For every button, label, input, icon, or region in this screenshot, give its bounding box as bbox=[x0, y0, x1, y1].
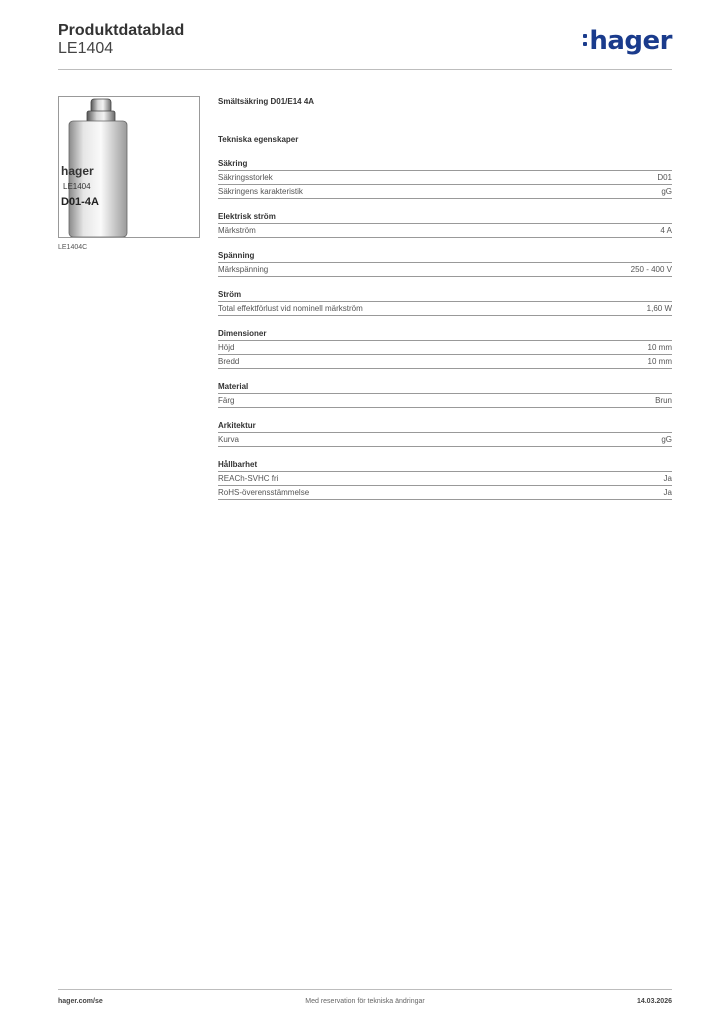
spec-label: Säkringsstorlek bbox=[218, 173, 273, 182]
fuse-illustration-icon bbox=[59, 97, 199, 237]
fuse-print-rating: D01-4A bbox=[61, 196, 99, 208]
product-image bbox=[58, 96, 200, 238]
group-hallbarhet bbox=[218, 459, 672, 500]
spec-label: Total effektförlust vid nominell märkström bbox=[218, 304, 363, 313]
page-header bbox=[58, 20, 672, 70]
document-title: Produktdatablad bbox=[58, 22, 185, 39]
spec-value: D01 bbox=[657, 173, 672, 182]
spec-row bbox=[218, 433, 672, 447]
group-elektrisk-strom bbox=[218, 211, 672, 238]
footer-divider bbox=[58, 989, 672, 990]
footer-website-link[interactable]: hager.com/se bbox=[58, 998, 103, 1005]
group-title: Elektrisk ström bbox=[218, 211, 672, 224]
spec-label: Säkringens karakteristik bbox=[218, 187, 303, 196]
spec-row bbox=[218, 486, 672, 500]
spec-row bbox=[218, 185, 672, 199]
group-title: Dimensioner bbox=[218, 328, 672, 341]
spec-value: 10 mm bbox=[647, 343, 672, 352]
group-title: Arkitektur bbox=[218, 420, 672, 433]
spec-row bbox=[218, 224, 672, 238]
spec-row bbox=[218, 171, 672, 185]
group-material bbox=[218, 381, 672, 408]
group-title: Spänning bbox=[218, 250, 672, 263]
spec-row bbox=[218, 263, 672, 277]
group-title: Material bbox=[218, 381, 672, 394]
spec-label: Färg bbox=[218, 396, 235, 405]
header-divider bbox=[58, 69, 672, 70]
spec-value: Brun bbox=[655, 396, 672, 405]
group-title: Ström bbox=[218, 289, 672, 302]
page-footer bbox=[58, 998, 672, 1010]
spec-label: Märkström bbox=[218, 226, 256, 235]
group-sakring bbox=[218, 158, 672, 199]
group-title: Hållbarhet bbox=[218, 459, 672, 472]
spec-row bbox=[218, 472, 672, 486]
group-title: Säkring bbox=[218, 158, 672, 171]
spec-label: REACh-SVHC fri bbox=[218, 474, 279, 483]
group-spanning bbox=[218, 250, 672, 277]
footer-date: 14.03.2026 bbox=[636, 998, 672, 1005]
spec-row bbox=[218, 355, 672, 369]
spec-value: gG bbox=[661, 435, 672, 444]
spec-value: 250 - 400 V bbox=[630, 265, 672, 274]
spec-label: RoHS-överensstämmelse bbox=[218, 488, 310, 497]
spec-value: Ja bbox=[663, 488, 672, 497]
product-code: LE1404 bbox=[58, 40, 114, 57]
logo-text: hager bbox=[589, 26, 672, 56]
fuse-print-brand: hager bbox=[61, 164, 94, 178]
spec-value: gG bbox=[661, 187, 672, 196]
fuse-print-code: LE1404 bbox=[63, 182, 91, 191]
spec-row bbox=[218, 394, 672, 408]
footer-disclaimer: Med reservation för tekniska ändringar bbox=[305, 998, 425, 1005]
product-details bbox=[218, 96, 672, 500]
group-dimensioner bbox=[218, 328, 672, 369]
spec-label: Höjd bbox=[218, 343, 235, 352]
spec-label: Bredd bbox=[218, 357, 240, 366]
spec-value: 1,60 W bbox=[646, 304, 672, 313]
hager-logo bbox=[582, 26, 672, 56]
spec-label: Kurva bbox=[218, 435, 239, 444]
spec-row bbox=[218, 302, 672, 316]
group-strom bbox=[218, 289, 672, 316]
section-title: Tekniska egenskaper bbox=[218, 135, 299, 144]
spec-value: 4 A bbox=[660, 226, 672, 235]
spec-row bbox=[218, 341, 672, 355]
spec-value: Ja bbox=[663, 474, 672, 483]
image-caption: LE1404C bbox=[58, 244, 88, 251]
group-arkitektur bbox=[218, 420, 672, 447]
product-name: Smältsäkring D01/E14 4A bbox=[218, 97, 315, 106]
spec-value: 10 mm bbox=[647, 357, 672, 366]
spec-label: Märkspänning bbox=[218, 265, 269, 274]
